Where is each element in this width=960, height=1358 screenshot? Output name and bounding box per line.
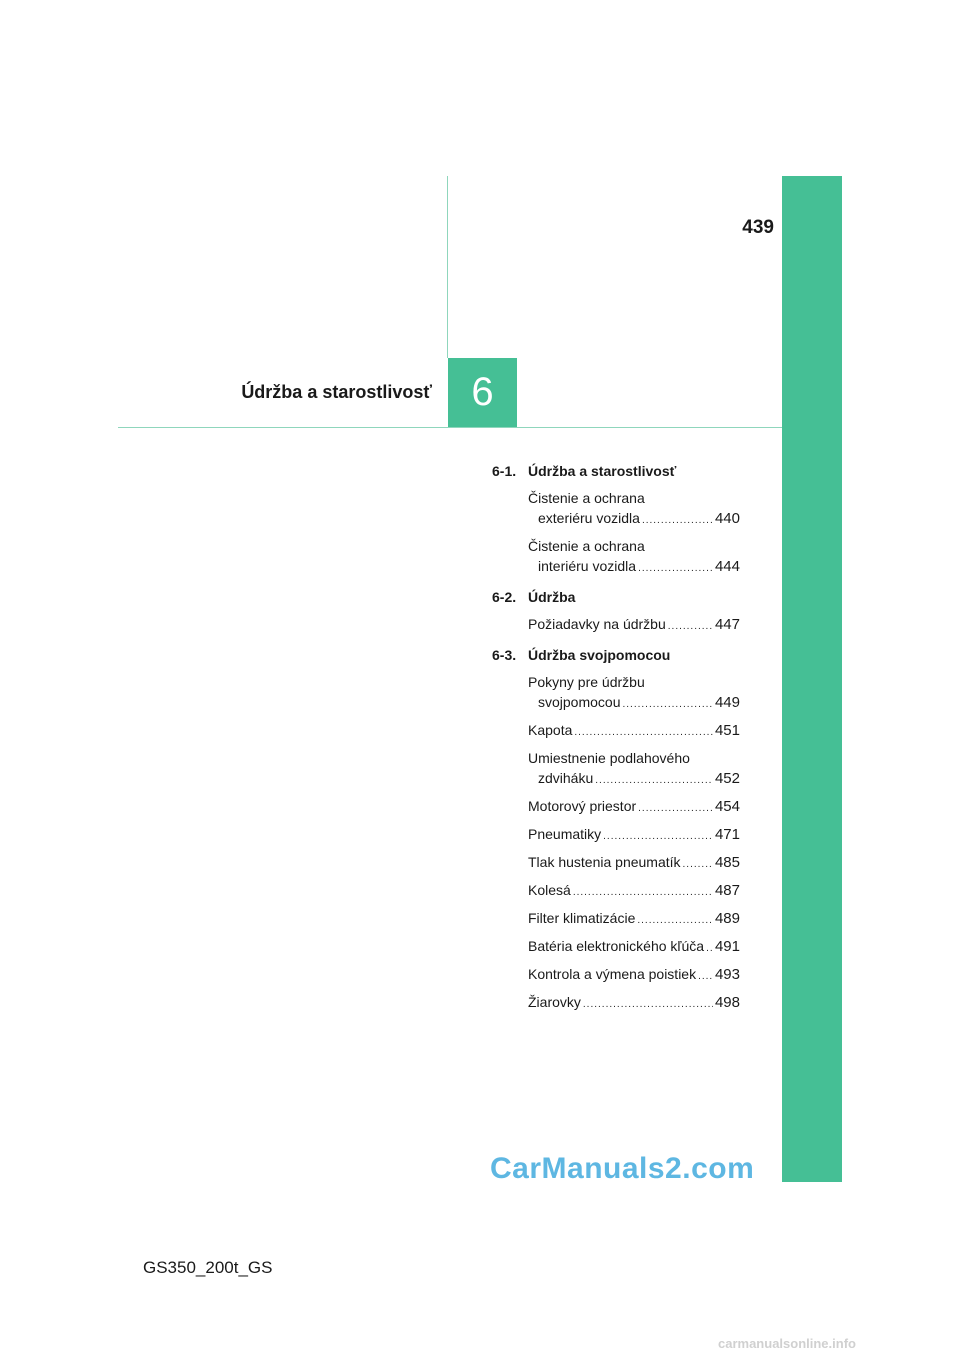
entry-text: exteriéru vozidla bbox=[538, 510, 640, 526]
watermark-logo[interactable]: CarManuals2.com bbox=[490, 1152, 755, 1185]
entry-page: 440 bbox=[714, 510, 740, 527]
section-heading bbox=[492, 459, 740, 483]
entry-page: 452 bbox=[714, 770, 740, 787]
toc-entry[interactable] bbox=[492, 964, 740, 987]
entry-text: Čistenie a ochrana bbox=[528, 538, 645, 554]
entry-text: Pokyny pre údržbu bbox=[528, 674, 645, 690]
leader-dots bbox=[706, 939, 713, 959]
toc-entry[interactable] bbox=[492, 536, 740, 579]
toc-entry[interactable] bbox=[492, 720, 740, 743]
section-number: 6-2. bbox=[492, 589, 517, 605]
leader-dots bbox=[638, 799, 713, 819]
entry-text: Požiadavky na údržbu bbox=[528, 616, 666, 632]
section-title: Údržba svojpomocou bbox=[528, 647, 671, 663]
leader-dots bbox=[642, 511, 713, 531]
leader-dots bbox=[583, 995, 713, 1015]
entry-page: 498 bbox=[714, 994, 740, 1011]
section-title: Údržba bbox=[528, 589, 576, 605]
entry-page: 444 bbox=[714, 558, 740, 575]
entry-text: Pneumatiky bbox=[528, 826, 602, 842]
footer-model-code: GS350_200t_GS bbox=[143, 1258, 273, 1277]
entry-page: 451 bbox=[714, 722, 740, 739]
entry-text: interiéru vozidla bbox=[538, 558, 637, 574]
entry-text: Motorový priestor bbox=[528, 798, 637, 814]
page-number: 439 bbox=[742, 217, 774, 238]
entry-text: zdviháku bbox=[538, 770, 594, 786]
toc-entry[interactable] bbox=[492, 908, 740, 931]
entry-page: 447 bbox=[714, 616, 740, 633]
leader-dots bbox=[698, 967, 713, 987]
toc-entry[interactable] bbox=[492, 824, 740, 847]
entry-text: Filter klimatizácie bbox=[528, 910, 636, 926]
table-of-contents bbox=[492, 459, 740, 1015]
leader-dots bbox=[683, 855, 713, 875]
entry-text: Žiarovky bbox=[528, 994, 581, 1010]
entry-page: 454 bbox=[714, 798, 740, 815]
toc-entry[interactable] bbox=[492, 936, 740, 959]
toc-entry[interactable] bbox=[492, 852, 740, 875]
leader-dots bbox=[595, 771, 713, 791]
section-heading bbox=[492, 643, 740, 667]
leader-dots bbox=[603, 827, 713, 847]
chapter-title: Údržba a starostlivosť bbox=[241, 382, 432, 402]
section-number: 6-3. bbox=[492, 647, 517, 663]
entry-page: 491 bbox=[714, 938, 740, 955]
entry-text: Batéria elektronického kľúča bbox=[528, 938, 705, 954]
toc-entry[interactable] bbox=[492, 992, 740, 1015]
leader-dots bbox=[638, 559, 713, 579]
toc-entry[interactable] bbox=[492, 614, 740, 637]
entry-text: svojpomocou bbox=[538, 694, 621, 710]
chapter-side-bar bbox=[782, 176, 842, 1182]
leader-dots bbox=[637, 911, 713, 931]
horizontal-divider bbox=[118, 427, 782, 428]
entry-text: Tlak hustenia pneumatík bbox=[528, 854, 681, 870]
section-heading bbox=[492, 585, 740, 609]
entry-page: 471 bbox=[714, 826, 740, 843]
toc-entry[interactable] bbox=[492, 880, 740, 903]
leader-dots bbox=[574, 723, 713, 743]
leader-dots bbox=[668, 617, 713, 637]
entry-text: Čistenie a ochrana bbox=[528, 490, 645, 506]
entry-page: 489 bbox=[714, 910, 740, 927]
chapter-number-box: 6 bbox=[448, 358, 517, 427]
section-number: 6-1. bbox=[492, 463, 517, 479]
footer-site-watermark: carmanualsonline.info bbox=[718, 1336, 856, 1351]
toc-entry[interactable] bbox=[492, 672, 740, 715]
section-title: Údržba a starostlivosť bbox=[528, 463, 677, 479]
entry-text: Kolesá bbox=[528, 882, 571, 898]
leader-dots bbox=[623, 695, 713, 715]
entry-page: 485 bbox=[714, 854, 740, 871]
toc-entry[interactable] bbox=[492, 796, 740, 819]
entry-page: 449 bbox=[714, 694, 740, 711]
leader-dots bbox=[573, 883, 713, 903]
entry-page: 493 bbox=[714, 966, 740, 983]
toc-entry[interactable] bbox=[492, 748, 740, 791]
entry-text: Umiestnenie podlahového bbox=[528, 750, 690, 766]
vertical-divider bbox=[447, 176, 448, 358]
entry-text: Kontrola a výmena poistiek bbox=[528, 966, 697, 982]
entry-text: Kapota bbox=[528, 722, 573, 738]
entry-page: 487 bbox=[714, 882, 740, 899]
toc-entry[interactable] bbox=[492, 488, 740, 531]
